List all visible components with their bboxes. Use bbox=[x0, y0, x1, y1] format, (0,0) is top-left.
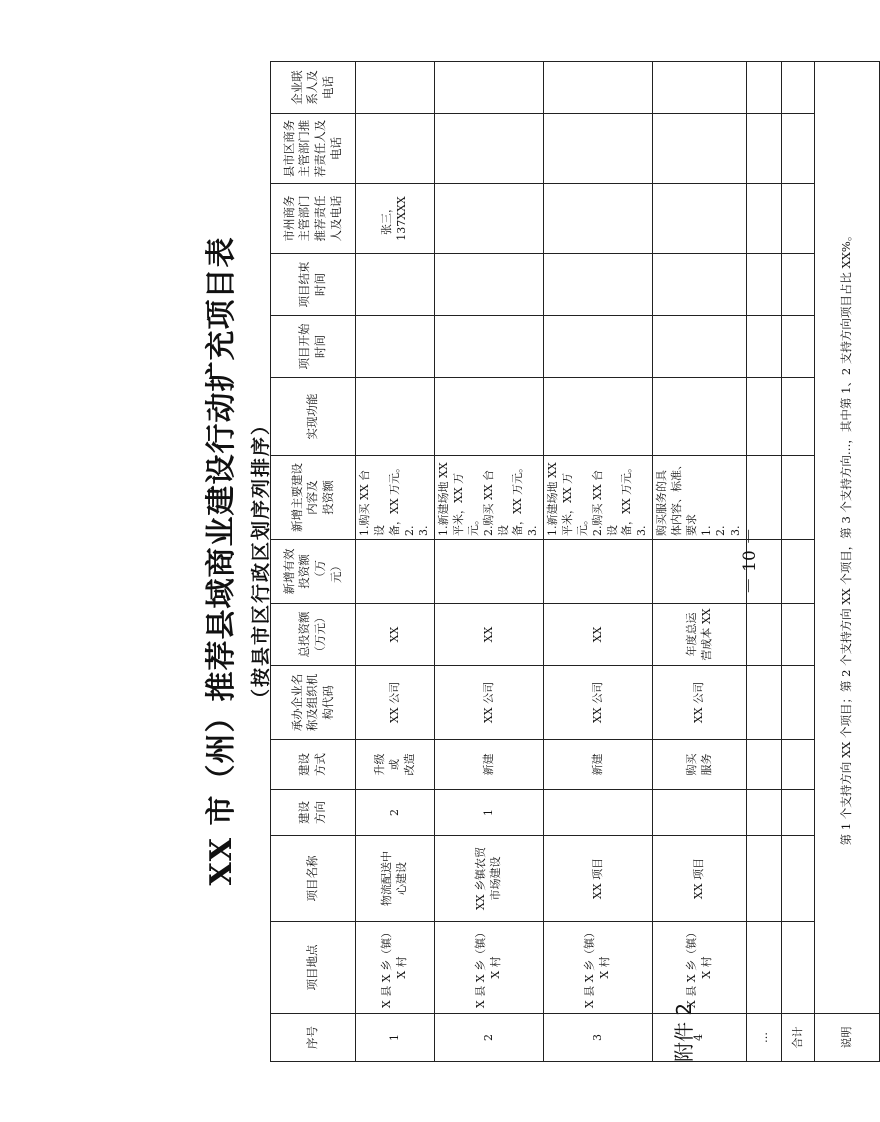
cell bbox=[653, 62, 747, 114]
col-header: 承办企业名 称及组织机 构代码 bbox=[271, 666, 356, 740]
cell bbox=[544, 114, 653, 184]
cell: 4 bbox=[653, 1014, 747, 1062]
cell: XX bbox=[544, 604, 653, 666]
col-header: 新增主要建设 内容及 投资额 bbox=[271, 456, 356, 540]
cell bbox=[782, 540, 815, 604]
cell bbox=[544, 62, 653, 114]
cell bbox=[782, 378, 815, 456]
cell bbox=[544, 254, 653, 316]
cell: 1 bbox=[356, 1014, 435, 1062]
cell bbox=[435, 378, 544, 456]
cell bbox=[653, 184, 747, 254]
cell bbox=[435, 254, 544, 316]
cell bbox=[435, 114, 544, 184]
cell: 1 bbox=[435, 790, 544, 836]
note-text: 第 1 个支持方向 XX 个项目；第 2 个支持方向 XX 个项目，第 3 个支持方向…，其中第 1、2 支持方向项目占比 XX%。 bbox=[815, 62, 880, 1014]
note-row bbox=[815, 62, 880, 1062]
cell bbox=[356, 114, 435, 184]
cell bbox=[653, 316, 747, 378]
cell bbox=[782, 456, 815, 540]
col-header: 序号 bbox=[271, 1014, 356, 1062]
cell: XX 公司 bbox=[435, 666, 544, 740]
col-header: 项目开始 时间 bbox=[271, 316, 356, 378]
cell: XX 项目 bbox=[544, 836, 653, 922]
cell bbox=[544, 378, 653, 456]
cell: XX 项目 bbox=[653, 836, 747, 922]
cell bbox=[356, 62, 435, 114]
cell bbox=[356, 540, 435, 604]
col-header: 市州商务 主管部门 推荐责任 人及电话 bbox=[271, 184, 356, 254]
cell: 年度总运 营成本 XX bbox=[653, 604, 747, 666]
cell bbox=[653, 790, 747, 836]
cell: XX 公司 bbox=[356, 666, 435, 740]
cell: XX bbox=[356, 604, 435, 666]
table-row bbox=[356, 62, 435, 1062]
cell bbox=[435, 62, 544, 114]
col-header: 企业联 系人及 电话 bbox=[271, 62, 356, 114]
cell: XX bbox=[435, 604, 544, 666]
cell bbox=[782, 184, 815, 254]
table-row bbox=[544, 62, 653, 1062]
col-header: 县市区商务 主管部门推 荐责任人及 电话 bbox=[271, 114, 356, 184]
col-header: 建设 方向 bbox=[271, 790, 356, 836]
cell: XX 公司 bbox=[544, 666, 653, 740]
cell bbox=[782, 922, 815, 1014]
cell bbox=[782, 790, 815, 836]
page-title: XX 市（州）推荐县域商业建设行动扩充项目表 bbox=[204, 236, 239, 886]
cell bbox=[435, 316, 544, 378]
cell: 2 bbox=[435, 1014, 544, 1062]
note-label: 说明 bbox=[815, 1014, 880, 1062]
cell: X 县 X 乡（镇） X 村 bbox=[435, 922, 544, 1014]
attachment-label: 附件 2 bbox=[672, 1002, 696, 1062]
cell bbox=[782, 114, 815, 184]
cell: 1.新建场地 XX 平米，XX 万元。 2.购买 XX 台设 备，XX 万元。 3. bbox=[435, 456, 544, 540]
cell bbox=[356, 378, 435, 456]
cell: X 县 X 乡（镇） X 村 bbox=[544, 922, 653, 1014]
cell: … bbox=[747, 1014, 782, 1062]
cell bbox=[782, 316, 815, 378]
cell: 2 bbox=[356, 790, 435, 836]
cell bbox=[544, 540, 653, 604]
cell bbox=[435, 184, 544, 254]
cell bbox=[356, 254, 435, 316]
total-label: 合计 bbox=[782, 1014, 815, 1062]
cell: 新建 bbox=[544, 740, 653, 790]
cell bbox=[653, 254, 747, 316]
cell bbox=[782, 740, 815, 790]
cell bbox=[782, 254, 815, 316]
cell: 张三， 137XXX bbox=[356, 184, 435, 254]
cell: XX 乡镇农贸 市场建设 bbox=[435, 836, 544, 922]
cell bbox=[544, 790, 653, 836]
cell: 新建 bbox=[435, 740, 544, 790]
cell bbox=[653, 540, 747, 604]
cell: XX 公司 bbox=[653, 666, 747, 740]
cell bbox=[653, 114, 747, 184]
cell: 物流配送中 心建设 bbox=[356, 836, 435, 922]
cell: 购买服务的具 体内容、标准、 要求 1. 2. 3. bbox=[653, 456, 747, 540]
total-row bbox=[782, 62, 815, 1062]
col-header: 项目名称 bbox=[271, 836, 356, 922]
cell: X 县 X 乡（镇） X 村 bbox=[356, 922, 435, 1014]
table-row bbox=[653, 62, 747, 1062]
col-header: 总投资额 （万元） bbox=[271, 604, 356, 666]
table-header-row bbox=[271, 62, 356, 1062]
cell: 1.新建场地 XX 平米，XX 万元。 2.购买 XX 台设 备，XX 万元。 3. bbox=[544, 456, 653, 540]
page-subtitle: （按县市区行政区划序列排序） bbox=[250, 414, 272, 709]
col-header: 建设 方式 bbox=[271, 740, 356, 790]
cell: X 县 X 乡（镇） X 村 bbox=[653, 922, 747, 1014]
cell bbox=[782, 62, 815, 114]
col-header: 实现功能 bbox=[271, 378, 356, 456]
cell: 购买 服务 bbox=[653, 740, 747, 790]
cell: 1.购买 XX 台设 备，XX 万元。 2. 3. bbox=[356, 456, 435, 540]
cell bbox=[544, 184, 653, 254]
cell bbox=[544, 316, 653, 378]
project-table bbox=[270, 61, 880, 1062]
cell bbox=[782, 836, 815, 922]
cell bbox=[435, 540, 544, 604]
cell bbox=[782, 666, 815, 740]
col-header: 项目结束 时间 bbox=[271, 254, 356, 316]
cell bbox=[356, 316, 435, 378]
col-header: 项目地点 bbox=[271, 922, 356, 1014]
cell bbox=[782, 604, 815, 666]
cell: 升级 或 改造 bbox=[356, 740, 435, 790]
page-number: － 10 － bbox=[740, 527, 760, 595]
col-header: 新增有效 投资额（万 元） bbox=[271, 540, 356, 604]
cell bbox=[653, 378, 747, 456]
table-row bbox=[435, 62, 544, 1062]
cell: 3 bbox=[544, 1014, 653, 1062]
